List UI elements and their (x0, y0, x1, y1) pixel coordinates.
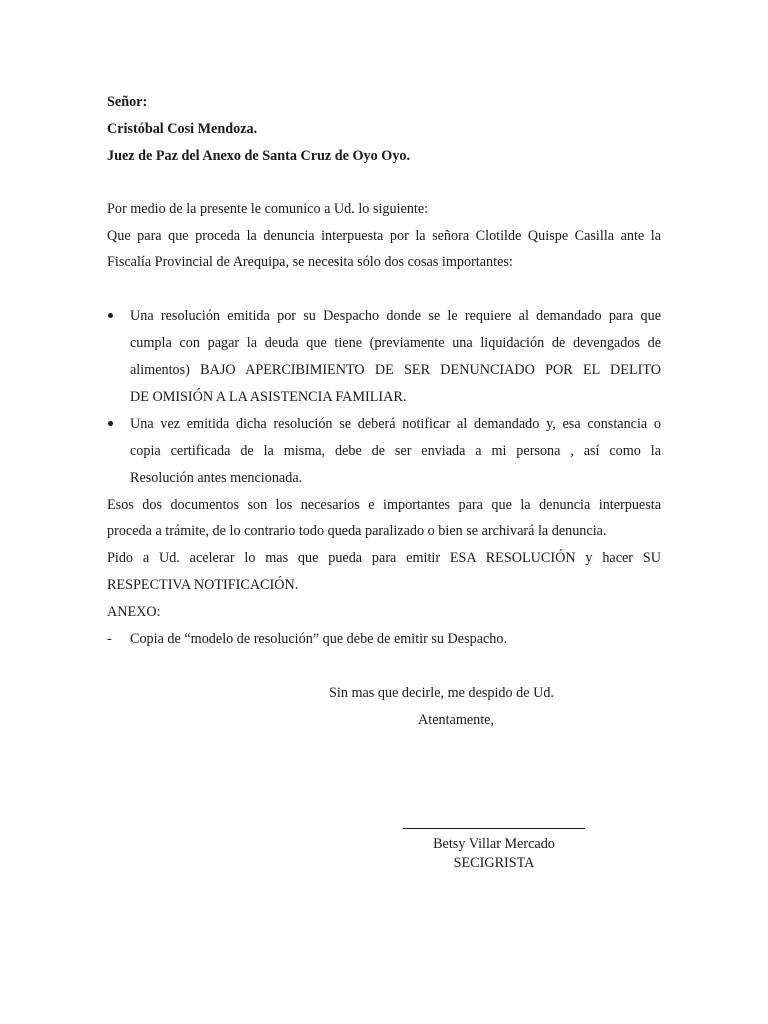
bullet-2-line-1: Una vez emitida dicha resolución se deberá notificar al demandado y, esa constancia o (130, 416, 661, 432)
closing-farewell: Sin mas que decirle, me despido de Ud. (329, 685, 554, 701)
intro-line-2: Que para que proceda la denuncia interpuesta por la señora Clotilde Quispe Casilla ante la (107, 228, 661, 244)
intro-line-1: Por medio de la presente le comunico a Ud. lo siguiente: (107, 201, 429, 217)
signatory-role: SECIGRISTA (453, 855, 535, 871)
bullet-2-line-2: copia certificada de la misma, debe de ser enviada a mi persona , así como la (130, 443, 661, 459)
bullet-1-line-4: DE OMISIÓN A LA ASISTENCIA FAMILIAR. (130, 389, 407, 405)
closing-regards: Atentamente, (418, 712, 495, 728)
recipient-name: Cristóbal Cosi Mendoza. (107, 121, 258, 137)
recipient-title: Juez de Paz del Anexo de Santa Cruz de Oyo Oyo. (107, 148, 411, 164)
annex-item: Copia de “modelo de resolución” que debe de emitir su Despacho. (130, 631, 508, 647)
bullet-marker (108, 313, 113, 318)
bullet-1-line-1: Una resolución emitida por su Despacho donde se le requiere al demandado para que (130, 308, 661, 324)
bullet-1-line-3: alimentos) BAJO APERCIBIMIENTO DE SER DENUNCIADO POR EL DELITO (130, 362, 661, 378)
bullet-marker (108, 421, 113, 426)
para-2-line-1: Pido a Ud. acelerar lo mas que pueda para emitir ESA RESOLUCIÓN y hacer SU (107, 550, 661, 566)
para-1-line-1: Esos dos documentos son los necesarios e importantes para que la denuncia interpuesta (107, 497, 661, 513)
para-1-line-2: proceda a trámite, de lo contrario todo queda paralizado o bien se archivará la denuncia. (107, 523, 607, 539)
para-2-line-2: RESPECTIVA NOTIFICACIÓN. (107, 577, 299, 593)
signature-line (403, 828, 585, 829)
signatory-name: Betsy Villar Mercado (433, 836, 555, 852)
bullet-2-line-3: Resolución antes mencionada. (130, 470, 303, 486)
bullet-1-line-2: cumpla con pagar la deuda que tiene (previamente una liquidación de devengados de (130, 335, 661, 351)
salutation: Señor: (107, 94, 148, 110)
annex-dash: - (107, 631, 112, 647)
annex-heading: ANEXO: (107, 604, 161, 620)
intro-line-3: Fiscalía Provincial de Arequipa, se necesita sólo dos cosas importantes: (107, 254, 513, 270)
